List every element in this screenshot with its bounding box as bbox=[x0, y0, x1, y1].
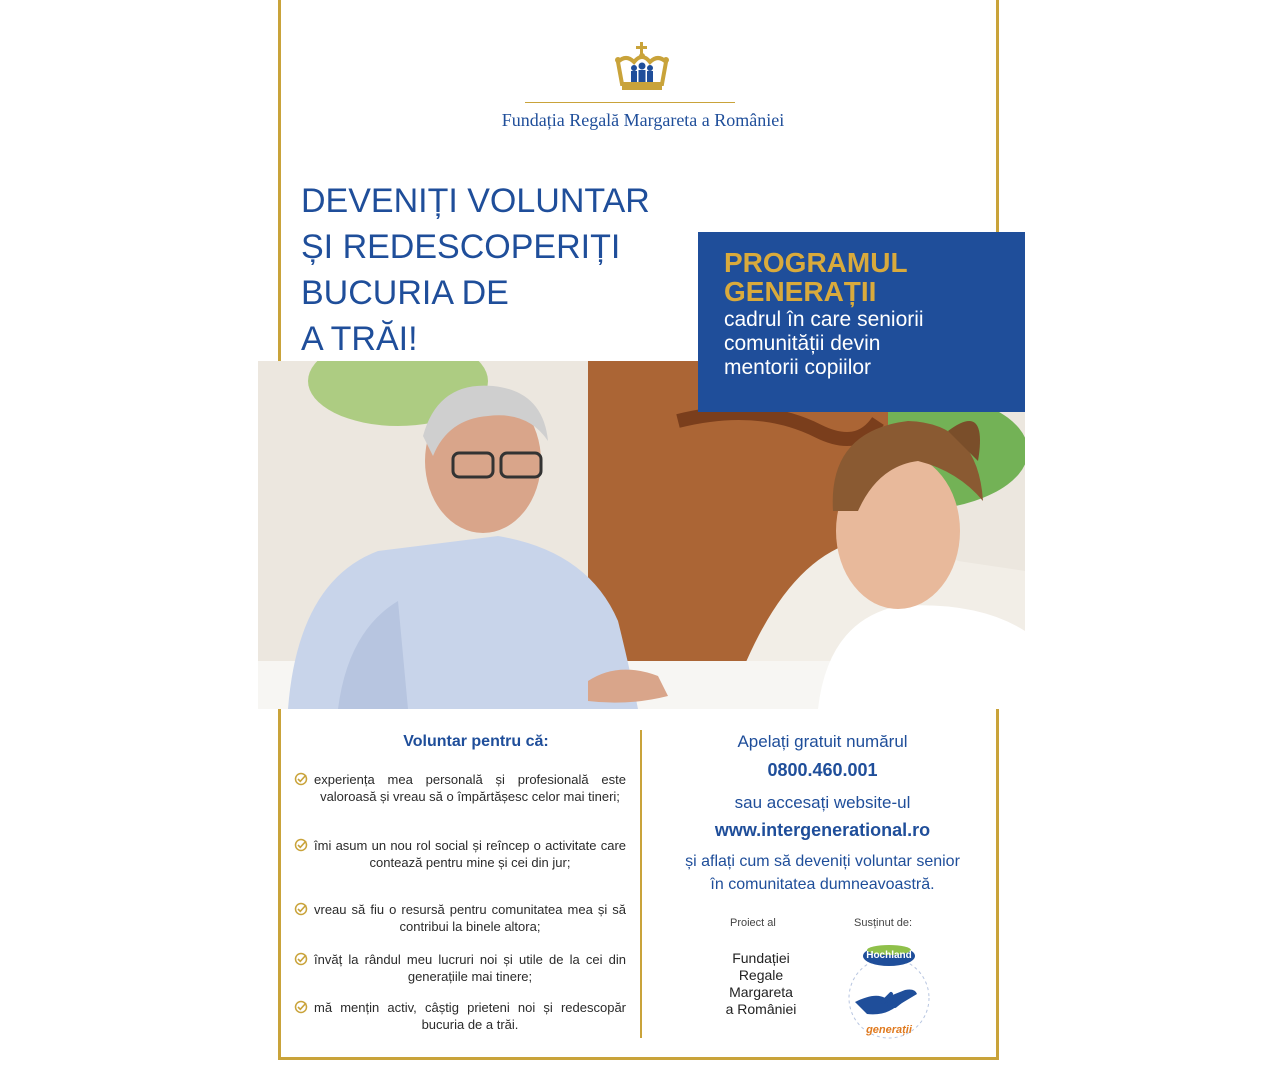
check-circle-icon bbox=[294, 1000, 308, 1014]
hochland-generatii-logo bbox=[845, 940, 933, 1048]
photo-illustration bbox=[258, 361, 1025, 709]
list-item bbox=[294, 951, 626, 985]
project-org-line: Fundației bbox=[732, 950, 790, 966]
website-text: sau accesați website-ul bbox=[734, 793, 911, 812]
project-org-line: Regale bbox=[738, 967, 784, 983]
headline-line: A TRĂI! bbox=[301, 320, 418, 358]
phone-number[interactable]: 0800.460.001 bbox=[767, 760, 878, 780]
program-subtitle-line: cadrul în care seniorii bbox=[724, 308, 924, 331]
project-org-line: Margareta bbox=[729, 984, 793, 1000]
project-org-line: a României bbox=[725, 1001, 797, 1017]
list-item bbox=[294, 771, 626, 805]
program-subtitle-line: comunității devin bbox=[724, 332, 881, 355]
foundation-logo bbox=[488, 40, 798, 140]
crown-icon bbox=[612, 40, 672, 96]
reason-text: experiența mea personală și profesională este valoroasă și vreau să o împărtășesc celor mai tineri; bbox=[314, 772, 626, 804]
sponsor-program: generații bbox=[866, 1024, 912, 1036]
headline-line: BUCURIA DE bbox=[301, 274, 509, 312]
cta-line: și aflați cum să deveniți voluntar senior bbox=[685, 853, 960, 870]
project-label: Proiect al bbox=[730, 917, 776, 929]
reason-text: îmi asum un nou rol social și reîncep o activitate care contează pentru mine și cei din jur; bbox=[314, 838, 626, 870]
sponsor-brand: Hochland bbox=[866, 950, 912, 961]
headline bbox=[301, 178, 701, 362]
column-divider bbox=[640, 730, 642, 1038]
call-text: Apelați gratuit numărul bbox=[737, 732, 908, 751]
support-label: Susținut de: bbox=[854, 917, 913, 929]
logo-divider bbox=[525, 102, 735, 103]
check-circle-icon bbox=[294, 902, 308, 916]
headline-line: DEVENIȚI VOLUNTAR bbox=[301, 182, 650, 220]
list-item bbox=[294, 901, 626, 935]
reason-text: învăț la rândul meu lucruri noi și utile de la cei din generațiile mai tinere; bbox=[314, 952, 626, 984]
website-link[interactable]: www.intergenerational.ro bbox=[714, 820, 931, 840]
reason-text: vreau să fiu o resursă pentru comunitatea mea și să contribui la binele altora; bbox=[314, 902, 626, 934]
list-item bbox=[294, 999, 626, 1033]
reasons-title: Voluntar pentru că: bbox=[403, 733, 549, 750]
mentoring-photo bbox=[258, 361, 1025, 709]
program-subtitle-line: mentorii copiilor bbox=[724, 356, 872, 379]
check-circle-icon bbox=[294, 772, 308, 786]
reason-text: mă mențin activ, câștig prieteni noi și redescopăr bucuria de a trăi. bbox=[314, 1000, 626, 1032]
check-circle-icon bbox=[294, 838, 308, 852]
organization-name: Fundația Regală Margareta a României bbox=[501, 110, 785, 130]
program-box bbox=[698, 232, 1025, 412]
check-circle-icon bbox=[294, 952, 308, 966]
program-title-line: PROGRAMUL bbox=[724, 247, 908, 278]
cta-line: în comunitatea dumneavoastră. bbox=[710, 876, 935, 893]
project-organization bbox=[700, 950, 822, 1018]
headline-line: ȘI REDESCOPERIȚI bbox=[301, 228, 621, 266]
program-title-line: GENERAȚII bbox=[724, 276, 877, 307]
list-item bbox=[294, 837, 626, 871]
